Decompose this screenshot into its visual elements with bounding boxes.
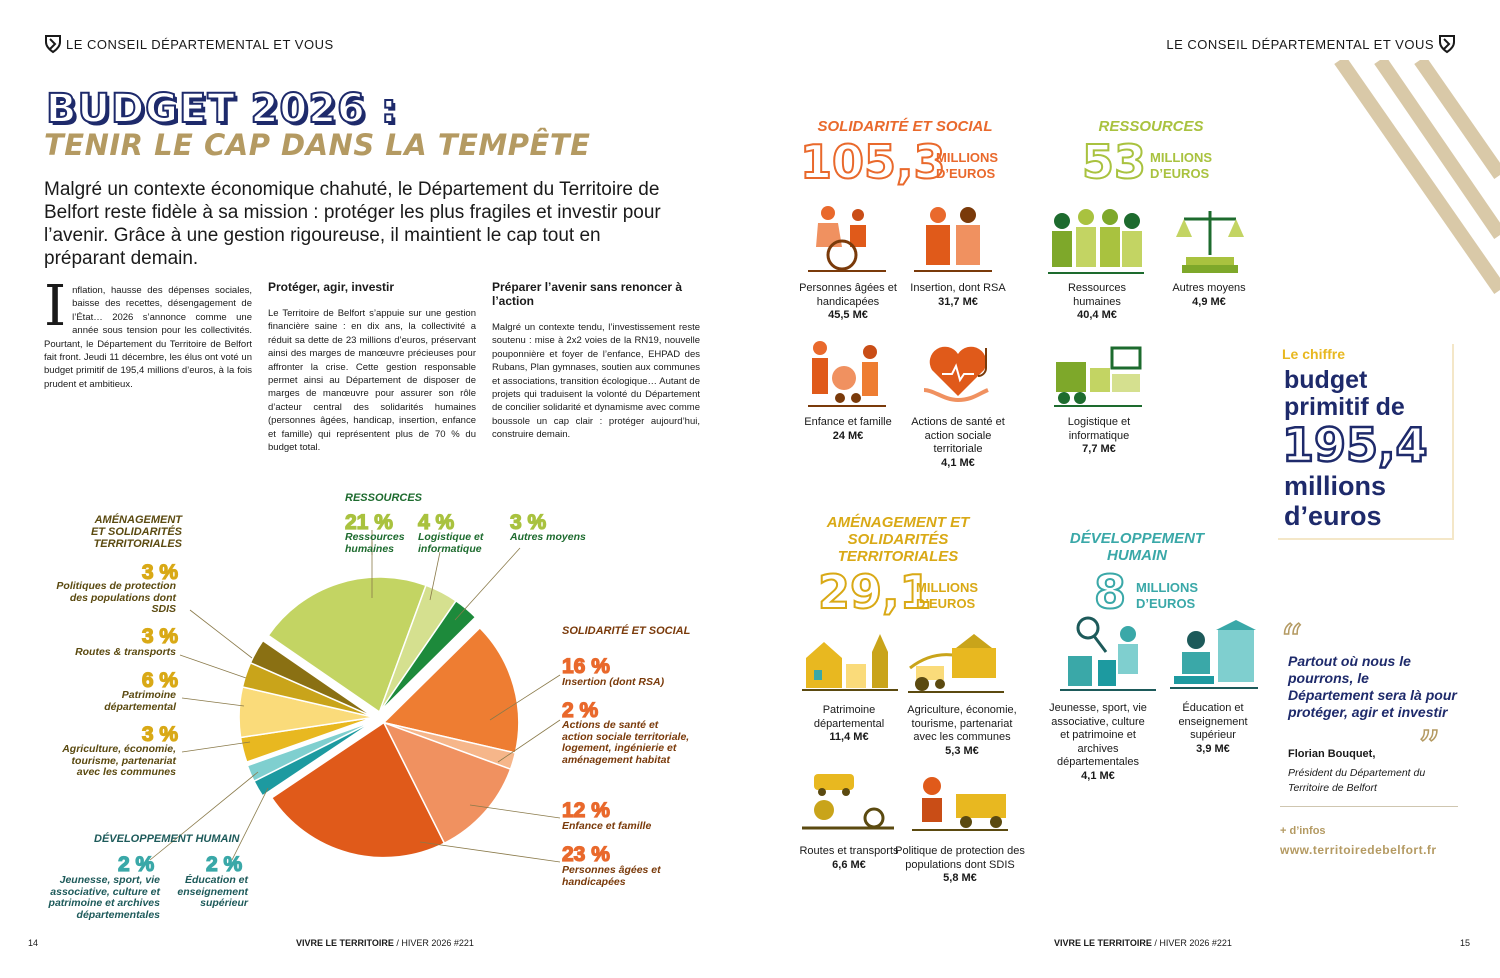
pie-lab-enfance: Enfance et famille — [562, 820, 652, 832]
cat-title-developpement: DÉVELOPPEMENT HUMAIN — [1069, 530, 1205, 564]
footer-mag-title: VIVRE LE TERRITOIRE — [1054, 938, 1152, 948]
pie-pct-routes: 3 % — [141, 625, 178, 648]
item-label: Jeunesse, sport, vie associative, culture et patrimoine et archives départementales — [1049, 702, 1147, 768]
item-ressources-1 — [1044, 282, 1150, 323]
pie-pct-rh: 21 % — [345, 511, 393, 534]
cat-unit1-developpement: MILLIONS — [1136, 580, 1199, 595]
pie-head-developpement: DÉVELOPPEMENT HUMAIN — [94, 833, 240, 845]
pie-lab-sante: Actions de santé et action sociale territoriale, logement, ingénierie et aménagement habitat — [562, 719, 690, 766]
pie-pct-agri: 3 % — [141, 723, 178, 746]
pie-pct-education: 2 % — [206, 853, 243, 876]
chiffre-number: 195,4 — [1282, 418, 1428, 472]
elderly-disabled-icon — [800, 203, 892, 273]
item-ressources-2 — [1156, 282, 1262, 309]
chiffre-line4: d’euros — [1284, 501, 1382, 531]
quote-divider — [1280, 806, 1458, 807]
item-value: 3,9 M€ — [1196, 742, 1230, 755]
col1-text: nflation, hausse des dépenses sociales, baisse des recettes, désengagement de l’État… 2026 s’annonce comme une année sous tension pour les collectivités. Pourtant, le Département du Territoire de Belfort fait front. Jeudi 11 décembre, les élus ont voté un budget primitif de 195,4 millions d’euros, à la fois prudent et ambitieux. — [44, 285, 252, 390]
item-solidarite-3 — [796, 416, 900, 443]
infos-label: + d’infos — [1280, 825, 1326, 837]
pie-lab-log: Logistique et informatique — [418, 531, 484, 555]
infos-link[interactable]: www.territoiredebelfort.fr — [1280, 843, 1437, 857]
youth-sport-icon — [1058, 616, 1158, 694]
pie-pct-sante: 2 % — [562, 699, 599, 722]
chiffre-line2: primitif de — [1284, 393, 1405, 421]
pie-lab-routes: Routes & transports — [75, 646, 176, 658]
pie-pct-autres: 3 % — [510, 511, 547, 534]
logo-left-icon — [44, 34, 62, 54]
pie-lab-pa: Personnes âgées et handicapées — [562, 864, 661, 888]
item-amenagement-1 — [796, 704, 902, 745]
item-amenagement-4 — [888, 845, 1032, 886]
item-label: Insertion, dont RSA — [910, 282, 1006, 294]
chiffre-line3: millions — [1284, 471, 1387, 501]
cat-unit1-amenagement: MILLIONS — [916, 580, 979, 595]
col3-text: Malgré un contexte tendu, l’investissement reste soutenu : mise à 2x2 voies de la RN19, nouvelle pouponnière et foyer de l’enfance, EHPAD des Rubans, Plan gymnases, soutien aux communes et associations, transition écologique… Autant de projets qui traduisent la volonté du Département de concilier solidarité et dynamisme avec comme boussole un cap clair : protéger aujourd’hui, construire demain. — [492, 322, 700, 441]
item-label: Agriculture, économie, tourisme, partenariat avec les communes — [907, 704, 1017, 743]
human-resources-icon — [1046, 205, 1146, 275]
agriculture-icon — [906, 628, 1006, 694]
page-title: BUDGET 2026 : — [46, 86, 398, 132]
item-value: 6,6 M€ — [832, 858, 866, 871]
pie-head-solidarite: SOLIDARITÉ ET SOCIAL — [562, 625, 691, 637]
pie-lab-insertion: Insertion (dont RSA) — [562, 676, 665, 688]
education-icon — [1168, 620, 1260, 692]
item-solidarite-4 — [902, 416, 1014, 470]
pie-pct-patri: 6 % — [141, 669, 178, 692]
item-ressources-3 — [1046, 416, 1152, 457]
footer-mag-issue: / HIVER 2026 #221 — [1151, 938, 1232, 948]
logo-right-icon — [1438, 34, 1456, 54]
heritage-icon — [800, 628, 900, 694]
magazine-footer-left — [296, 938, 474, 948]
insertion-icon — [906, 203, 998, 273]
pie-pct-log: 4 % — [418, 511, 455, 534]
pie-lab-education: Éducation et enseignement supérieur — [177, 874, 248, 909]
article-col1 — [44, 274, 252, 391]
cat-title-ressources: RESSOURCES — [1098, 118, 1204, 135]
pie-pct-enfance: 12 % — [562, 799, 610, 822]
item-value: 40,4 M€ — [1077, 309, 1117, 321]
cat-unit1-solidarite: MILLIONS — [936, 150, 999, 165]
item-value: 24 M€ — [832, 429, 864, 442]
item-developpement-2 — [1162, 702, 1264, 756]
pie-lab-sdis: Politiques de protection des populations dont SDIS — [56, 580, 176, 615]
cat-amount-amenagement: 29,1 — [818, 565, 932, 619]
footer-mag-title: VIVRE LE TERRITOIRE — [296, 938, 394, 948]
pie-pct-jeunesse: 2 % — [118, 853, 155, 876]
section-header-left: LE CONSEIL DÉPARTEMENTAL ET VOUS — [66, 37, 334, 52]
cat-unit2-amenagement: D’EUROS — [916, 596, 976, 611]
item-label: Patrimoine départemental — [813, 704, 885, 730]
pie-lab-agri: Agriculture, économie, tourisme, partenariat avec les communes — [62, 743, 176, 778]
cat-amount-solidarite: 105,3 — [800, 135, 946, 189]
footer-mag-issue: / HIVER 2026 #221 — [393, 938, 474, 948]
health-icon — [920, 338, 1000, 408]
item-developpement-1 — [1048, 702, 1148, 783]
col2-title: Protéger, agir, investir — [268, 280, 395, 294]
item-label: Ressources humaines — [1067, 282, 1127, 308]
article-lead: Malgré un contexte économique chahuté, le Département du Territoire de Belfort reste fidèle à sa mission : protéger les plus fragiles et investir pour l’avenir. Grâce à une gestion rigoureuse, il maintient le cap tout en préparant demain. — [44, 179, 661, 269]
cat-title-solidarite: SOLIDARITÉ ET SOCIAL — [817, 118, 993, 135]
col2-text: Le Territoire de Belfort s’appuie sur une gestion financière saine : en dix ans, la collectivité a réduit sa dette de 23 millions d’euros, préservant ainsi des marges de manœuvre précieuses pour affronter la crise. Cette gestion responsable permet ainsi au Département de disposer de marges de manœuvre pour assurer son rôle d’acteur central des solidarités humaines (personnes âgées, handicap, insertion, enfance et famille) qui représentent plus de 70 % du budget total. — [268, 308, 476, 454]
item-solidarite-2 — [906, 282, 1010, 309]
item-value: 4,1 M€ — [1081, 769, 1115, 782]
quote-text: Partout où nous le pourrons, le Département sera là pour protéger, agir et investir — [1288, 653, 1457, 720]
cat-unit2-solidarite: D’EUROS — [936, 166, 996, 181]
item-label: Actions de santé et action sociale territoriale — [911, 416, 1005, 455]
dropcap: I — [44, 274, 67, 339]
logistics-icon — [1052, 342, 1144, 408]
magazine-footer-right — [1054, 938, 1232, 948]
quote-close-icon: ” — [1418, 722, 1441, 773]
chiffre-line1: budget — [1284, 366, 1368, 394]
page-number-right: 15 — [1460, 938, 1471, 948]
item-value: 11,4 M€ — [829, 731, 869, 743]
chiffre-kicker: Le chiffre — [1282, 346, 1346, 362]
item-label: Routes et transports — [799, 845, 899, 857]
pie-pct-pa: 23 % — [562, 843, 610, 866]
item-value: 5,3 M€ — [945, 744, 979, 757]
pie-head-ressources: RESSOURCES — [345, 492, 423, 504]
item-amenagement-2 — [900, 704, 1024, 758]
section-header-right: LE CONSEIL DÉPARTEMENTAL ET VOUS — [1166, 37, 1434, 52]
quote-author: Florian Bouquet, — [1288, 748, 1376, 760]
quote-open-icon: “ — [1280, 616, 1303, 667]
item-label: Éducation et enseignement supérieur — [1178, 702, 1248, 741]
cat-amount-developpement: 8 — [1094, 565, 1127, 619]
item-label: Personnes âgées et handicapées — [799, 282, 897, 308]
item-amenagement-3 — [796, 845, 902, 872]
item-value: 4,1 M€ — [941, 456, 975, 469]
item-value: 7,7 M€ — [1082, 443, 1116, 455]
col3-title: Préparer l’avenir sans renoncer à l’action — [492, 280, 683, 308]
pie-head-amenagement: AMÉNAGEMENT ET SOLIDARITÉS TERRITORIALES — [90, 514, 182, 550]
item-label: Enfance et famille — [804, 416, 892, 428]
item-label: Logistique et informatique — [1067, 416, 1131, 442]
quote-role: Président du Département du Territoire de Belfort — [1288, 767, 1426, 794]
pie-pct-insertion: 16 % — [562, 655, 610, 678]
cat-unit1-ressources: MILLIONS — [1150, 150, 1213, 165]
pie-lab-autres: Autres moyens — [510, 531, 586, 543]
item-label: Autres moyens — [1172, 282, 1246, 294]
page-number-left: 14 — [28, 938, 39, 948]
page-subtitle: TENIR LE CAP DANS LA TEMPÊTE — [44, 128, 591, 162]
firefighters-icon — [910, 770, 1010, 834]
pie-lab-jeunesse: Jeunesse, sport, vie associative, culture et patrimoine et archives départementales — [48, 874, 160, 921]
family-icon — [800, 338, 892, 408]
cat-title-amenagement: AMÉNAGEMENT ET SOLIDARITÉS TERRITORIALES — [826, 514, 970, 565]
cat-amount-ressources: 53 — [1082, 135, 1147, 189]
cat-unit2-ressources: D’EUROS — [1150, 166, 1210, 181]
balance-icon — [1172, 205, 1248, 275]
item-value: 31,7 M€ — [938, 295, 978, 308]
cat-unit2-developpement: D’EUROS — [1136, 596, 1196, 611]
item-solidarite-1 — [796, 282, 900, 323]
decorative-stripes — [1280, 60, 1500, 340]
pie-lab-rh: Ressources humaines — [345, 531, 405, 555]
item-value: 45,5 M€ — [828, 309, 868, 321]
item-value: 4,9 M€ — [1192, 295, 1226, 308]
item-value: 5,8 M€ — [943, 872, 977, 884]
pie-pct-sdis: 3 % — [141, 561, 178, 584]
roads-icon — [800, 770, 896, 834]
item-label: Politique de protection des populations dont SDIS — [895, 845, 1025, 871]
pie-lab-patri: Patrimoine départemental — [104, 689, 176, 713]
